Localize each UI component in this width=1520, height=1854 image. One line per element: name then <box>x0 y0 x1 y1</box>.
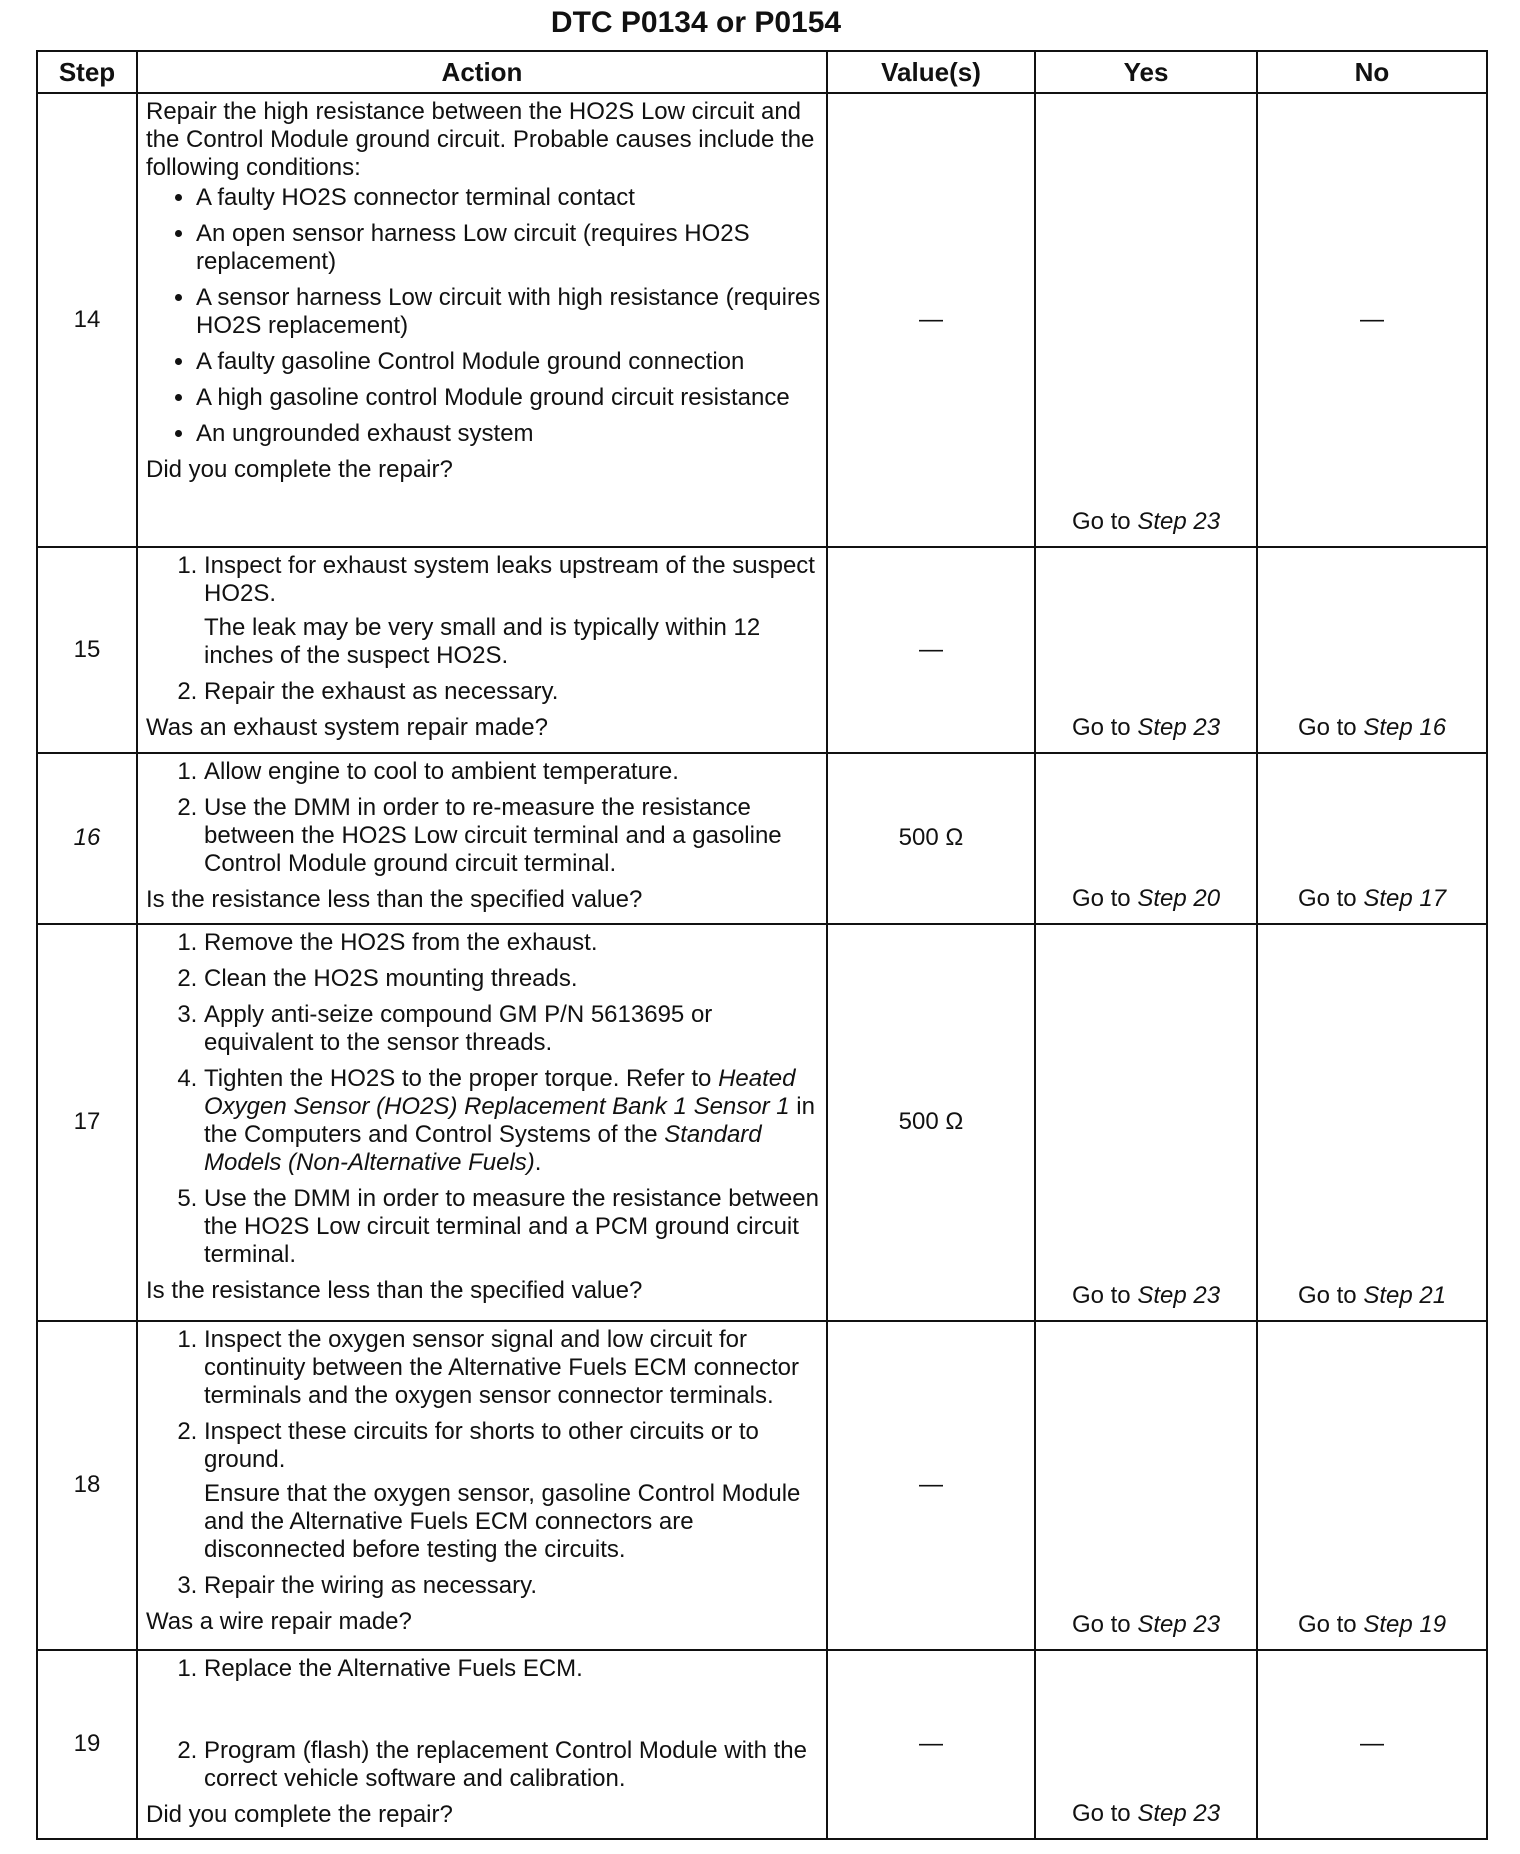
yes-goto <box>1036 1282 1256 1310</box>
value-cell: 500 Ω <box>827 753 1035 924</box>
action-cell <box>137 547 827 753</box>
no-cell <box>1257 93 1487 547</box>
value-cell: — <box>827 1321 1035 1650</box>
item-text: Inspect these circuits for shorts to other circuits or to ground. <box>204 1417 759 1473</box>
goto-step: Step 23 <box>1137 1800 1221 1827</box>
table-row <box>37 93 1487 547</box>
list-item: 1. Allow engine to cool to ambient temperature. <box>204 758 822 786</box>
goto-step: Step 23 <box>1137 714 1221 742</box>
no-dash: — <box>1360 1730 1384 1758</box>
no-goto <box>1258 885 1486 913</box>
yes-cell <box>1035 1650 1257 1839</box>
action-question: Was an exhaust system repair made? <box>146 714 548 742</box>
table-header-row <box>37 51 1487 93</box>
header-step: Step <box>37 51 137 93</box>
goto-label: Go to <box>1071 508 1131 536</box>
action-cell <box>137 93 827 547</box>
goto-step: Step 17 <box>1363 884 1447 912</box>
goto-label: Go to <box>1071 1281 1131 1309</box>
goto-step: Step 19 <box>1363 1610 1447 1638</box>
no-cell <box>1257 1321 1487 1650</box>
header-action: Action <box>137 51 827 93</box>
goto-label: Go to <box>1071 884 1131 912</box>
action-cell <box>137 753 827 924</box>
list-item <box>204 1418 822 1564</box>
list-item: • A high gasoline control Module ground circuit resistance <box>196 384 822 412</box>
list-item: • A faulty gasoline Control Module ground connection <box>196 348 822 376</box>
list-item: 1. Remove the HO2S from the exhaust. <box>204 929 822 957</box>
table-row <box>37 1650 1487 1839</box>
reference-title: Heated Oxygen Sensor (HO2S) Replacement Bank 1 Sensor 1 <box>204 1064 796 1120</box>
goto-label: Go to <box>1297 714 1357 742</box>
action-cell <box>137 1650 827 1839</box>
table-row <box>37 1321 1487 1650</box>
table-row <box>37 753 1487 924</box>
yes-cell <box>1035 924 1257 1321</box>
action-intro: Repair the high resistance between the HO2S Low circuit and the Control Module ground circuit. Probable causes include the following conditions: <box>146 98 815 181</box>
yes-cell <box>1035 753 1257 924</box>
value-cell: — <box>827 93 1035 547</box>
action-question: Was a wire repair made? <box>146 1607 412 1635</box>
action-steps <box>146 929 822 1269</box>
no-goto <box>1258 1282 1486 1310</box>
step-number: 18 <box>37 1321 137 1650</box>
diagnostic-table <box>36 50 1488 1840</box>
list-item: 5. Use the DMM in order to measure the resistance between the HO2S Low circuit terminal and a PCM ground circuit terminal. <box>204 1185 822 1269</box>
yes-goto <box>1036 1800 1256 1828</box>
reference-title: Standard Models (Non-Alternative Fuels) <box>204 1120 762 1176</box>
item-text: . <box>534 1148 542 1176</box>
page-title: DTC P0134 or P0154 <box>550 6 842 39</box>
action-question: Is the resistance less than the specified value? <box>146 1276 643 1304</box>
goto-step: Step 23 <box>1137 508 1221 536</box>
list-item: 2. Clean the HO2S mounting threads. <box>204 965 822 993</box>
step-number: 15 <box>37 547 137 753</box>
value-cell: — <box>827 1650 1035 1839</box>
action-steps <box>146 552 822 706</box>
list-item: 3. Apply anti-seize compound GM P/N 5613695 or equivalent to the sensor threads. <box>204 1001 822 1057</box>
list-item: 2. Repair the exhaust as necessary. <box>204 678 822 706</box>
no-cell <box>1257 1650 1487 1839</box>
no-cell <box>1257 924 1487 1321</box>
goto-label: Go to <box>1071 714 1131 742</box>
list-item: 2. Use the DMM in order to re-measure the resistance between the HO2S Low circuit terminal and a gasoline Control Module ground circuit terminal. <box>204 794 822 878</box>
action-steps <box>146 758 822 878</box>
header-yes: Yes <box>1035 51 1257 93</box>
step-number: 14 <box>37 93 137 547</box>
goto-label: Go to <box>1071 1800 1131 1827</box>
step-number: 19 <box>37 1650 137 1839</box>
list-item: 1. Inspect the oxygen sensor signal and low circuit for continuity between the Alternative Fuels ECM connector terminals and the oxygen sensor connector terminals. <box>204 1326 822 1410</box>
goto-step: Step 20 <box>1137 884 1221 912</box>
item-text: Inspect for exhaust system leaks upstream of the suspect HO2S. <box>204 552 815 608</box>
action-steps <box>146 1655 822 1793</box>
list-item <box>204 552 822 670</box>
table-row <box>37 924 1487 1321</box>
list-item: 1. Replace the Alternative Fuels ECM. <box>204 1655 822 1683</box>
action-cell <box>137 1321 827 1650</box>
action-cell <box>137 924 827 1321</box>
list-item: • An open sensor harness Low circuit (requires HO2S replacement) <box>196 220 822 276</box>
goto-label: Go to <box>1297 884 1357 912</box>
cause-list <box>146 184 822 448</box>
step-number: 16 <box>37 753 137 924</box>
value-cell: — <box>827 547 1035 753</box>
no-cell <box>1257 547 1487 753</box>
no-cell <box>1257 753 1487 924</box>
list-item <box>204 1065 822 1177</box>
item-note: The leak may be very small and is typically within 12 inches of the suspect HO2S. <box>204 614 761 670</box>
no-dash: — <box>1360 306 1384 334</box>
header-values: Value(s) <box>827 51 1035 93</box>
goto-label: Go to <box>1297 1281 1357 1309</box>
table-row <box>37 547 1487 753</box>
yes-cell <box>1035 547 1257 753</box>
action-question: Is the resistance less than the specified value? <box>146 886 643 914</box>
list-item: • An ungrounded exhaust system <box>196 420 822 448</box>
yes-goto <box>1036 885 1256 913</box>
goto-label: Go to <box>1297 1610 1357 1638</box>
yes-cell <box>1035 93 1257 547</box>
list-item: 2. Program (flash) the replacement Control Module with the correct vehicle software and calibration. <box>204 1737 822 1793</box>
yes-goto <box>1036 1611 1256 1639</box>
action-steps <box>146 1326 822 1600</box>
goto-step: Step 23 <box>1137 1281 1221 1309</box>
no-goto <box>1258 714 1486 742</box>
goto-step: Step 21 <box>1363 1281 1447 1309</box>
value-cell: 500 Ω <box>827 924 1035 1321</box>
goto-step: Step 23 <box>1137 1610 1221 1638</box>
goto-label: Go to <box>1071 1610 1131 1638</box>
yes-goto <box>1036 508 1256 536</box>
step-number: 17 <box>37 924 137 1321</box>
no-goto <box>1258 1611 1486 1639</box>
item-text: Tighten the HO2S to the proper torque. Refer to <box>204 1064 712 1092</box>
action-question: Did you complete the repair? <box>146 1800 453 1828</box>
list-item: • A faulty HO2S connector terminal contact <box>196 184 822 212</box>
action-question: Did you complete the repair? <box>146 456 453 483</box>
yes-cell <box>1035 1321 1257 1650</box>
item-text: in the Computers and Control Systems of the <box>204 1092 815 1148</box>
yes-goto <box>1036 714 1256 742</box>
item-note: Ensure that the oxygen sensor, gasoline Control Module and the Alternative Fuels ECM connectors are disconnected before testing the circuits. <box>204 1479 801 1563</box>
goto-step: Step 16 <box>1363 714 1447 742</box>
header-no: No <box>1257 51 1487 93</box>
list-item: • A sensor harness Low circuit with high resistance (requires HO2S replacement) <box>196 284 822 340</box>
list-item: 3. Repair the wiring as necessary. <box>204 1572 822 1600</box>
